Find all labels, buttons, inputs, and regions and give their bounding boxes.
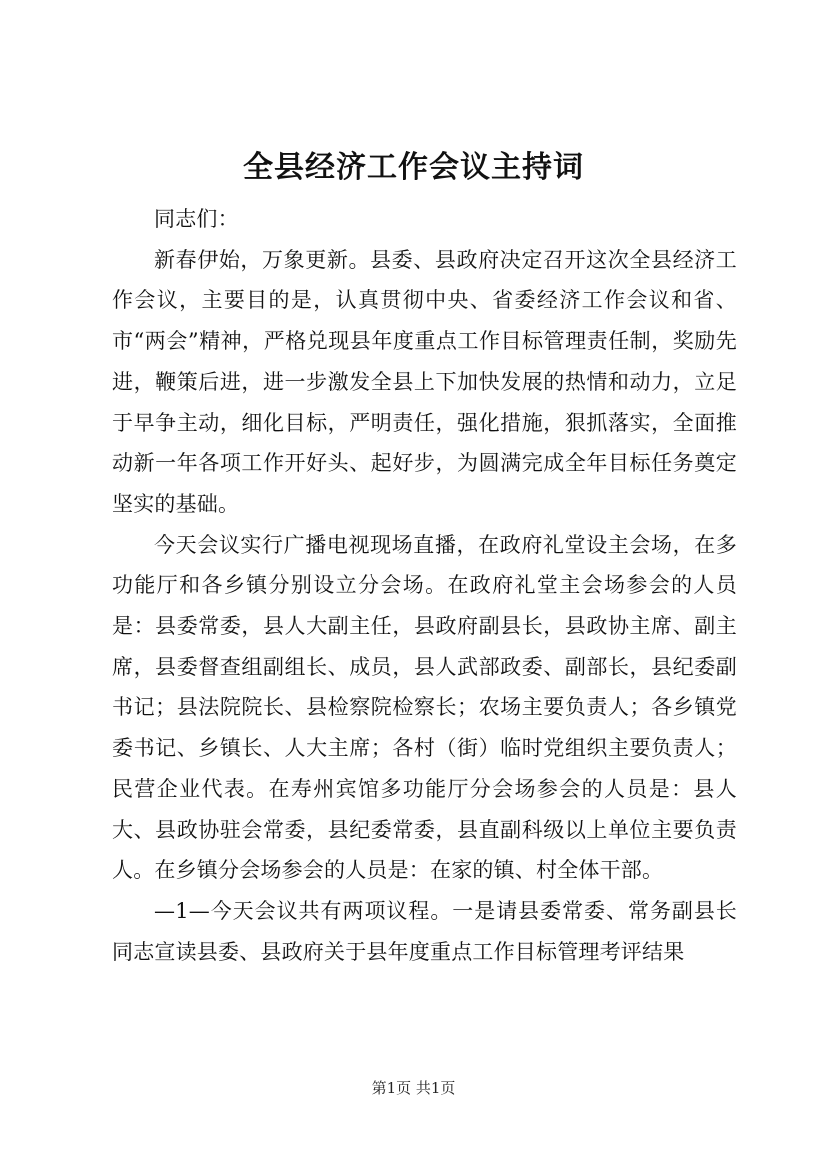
document-title: 全县经济工作会议主持词 — [243, 150, 584, 185]
paragraph-meeting-agenda: —1—今天会议共有两项议程。一是请县委常委、常务副县长同志宣读县委、县政府关于县年度重点工作目标管理考评结果 — [112, 898, 737, 964]
document-body — [112, 199, 737, 972]
paragraph-meeting-purpose: 新春伊始，万象更新。县委、县政府决定召开这次全县经济工作会议，主要目的是，认真贯彻中央、省委经济工作会议和省、市“两会”精神，严格兑现县年度重点工作目标管理责任制，奖励先进，鞭策后进，进一步激发全县上下加快发展的热情和动力，立足于早争主动，细化目标，严明责任，强化措施，狠抓落实，全面推动新一年各项工作开好头、起好步，为圆满完成全年目标任务奠定坚实的基础。 — [112, 247, 737, 516]
page-number-footer: 第1页 共1页 — [371, 1079, 456, 1097]
paragraph-salutation: 同志们： — [154, 207, 239, 231]
paragraph-meeting-venues: 今天会议实行广播电视现场直播，在政府礼堂设主会场，在多功能厅和各乡镇分别设立分会场。在政府礼堂主会场参会的人员是：县委常委，县人大副主任，县政府副县长，县政协主席、副主席，县委督查组副组长、成员，县人武部政委、副部长，县纪委副书记；县法院院长、县检察院检察长；农场主要负责人；各乡镇党委书记、乡镇长、人大主席；各村（街）临时党组织主要负责人；民营企业代表。在寿州宾馆多功能厅分会场参会的人员是：县人大、县政协驻会常委，县纪委常委，县直副科级以上单位主要负责人。在乡镇分会场参会的人员是：在家的镇、村全体干部。 — [112, 532, 737, 883]
